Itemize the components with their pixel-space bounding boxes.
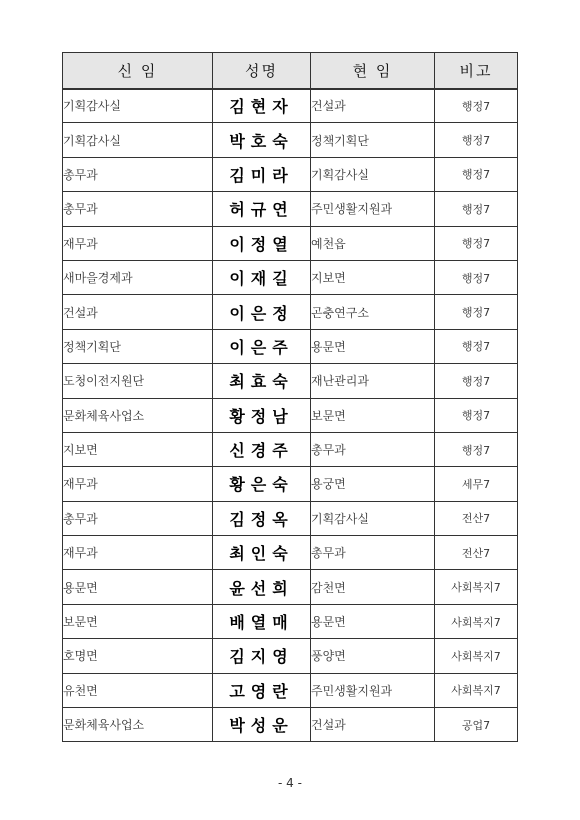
note-cell: 사회복지7	[435, 570, 518, 604]
header-current-post: 현 임	[311, 53, 435, 89]
page-number: - 4 -	[278, 776, 302, 790]
new-post-cell: 보문면	[63, 604, 213, 638]
table-row	[63, 467, 518, 501]
note-cell: 전산7	[435, 536, 518, 570]
current-post-cell: 감천면	[311, 570, 435, 604]
table-row	[63, 708, 518, 742]
table-row	[63, 192, 518, 226]
new-post-cell: 문화체육사업소	[63, 708, 213, 742]
table-row	[63, 398, 518, 432]
table-row	[63, 123, 518, 157]
table-row	[63, 329, 518, 363]
name-cell: 박호숙	[213, 123, 311, 157]
new-post-cell: 기획감사실	[63, 89, 213, 123]
header-note: 비고	[435, 53, 518, 89]
table-row	[63, 295, 518, 329]
current-post-cell: 총무과	[311, 432, 435, 466]
name-cell: 최인숙	[213, 536, 311, 570]
current-post-cell: 총무과	[311, 536, 435, 570]
current-post-cell: 주민생활지원과	[311, 673, 435, 707]
note-cell: 공업7	[435, 708, 518, 742]
name-cell: 배열매	[213, 604, 311, 638]
table-row	[63, 260, 518, 294]
current-post-cell: 건설과	[311, 89, 435, 123]
current-post-cell: 지보면	[311, 260, 435, 294]
current-post-cell: 기획감사실	[311, 157, 435, 191]
note-cell: 행정7	[435, 329, 518, 363]
note-cell: 행정7	[435, 89, 518, 123]
table-row	[63, 639, 518, 673]
note-cell: 사회복지7	[435, 639, 518, 673]
note-cell: 사회복지7	[435, 604, 518, 638]
note-cell: 사회복지7	[435, 673, 518, 707]
name-cell: 윤선희	[213, 570, 311, 604]
current-post-cell: 용궁면	[311, 467, 435, 501]
name-cell: 김미라	[213, 157, 311, 191]
name-cell: 황은숙	[213, 467, 311, 501]
new-post-cell: 정책기획단	[63, 329, 213, 363]
current-post-cell: 재난관리과	[311, 364, 435, 398]
note-cell: 전산7	[435, 501, 518, 535]
name-cell: 김현자	[213, 89, 311, 123]
name-cell: 신경주	[213, 432, 311, 466]
table-row	[63, 89, 518, 123]
new-post-cell: 재무과	[63, 536, 213, 570]
name-cell: 이정열	[213, 226, 311, 260]
name-cell: 박성운	[213, 708, 311, 742]
table-row	[63, 226, 518, 260]
table-row	[63, 673, 518, 707]
header-name: 성명	[213, 53, 311, 89]
current-post-cell: 예천읍	[311, 226, 435, 260]
current-post-cell: 기획감사실	[311, 501, 435, 535]
table-row	[63, 501, 518, 535]
note-cell: 행정7	[435, 295, 518, 329]
new-post-cell: 재무과	[63, 226, 213, 260]
new-post-cell: 지보면	[63, 432, 213, 466]
current-post-cell: 건설과	[311, 708, 435, 742]
personnel-table	[62, 52, 518, 742]
table-row	[63, 570, 518, 604]
new-post-cell: 문화체육사업소	[63, 398, 213, 432]
note-cell: 행정7	[435, 226, 518, 260]
new-post-cell: 총무과	[63, 157, 213, 191]
current-post-cell: 곤충연구소	[311, 295, 435, 329]
new-post-cell: 재무과	[63, 467, 213, 501]
note-cell: 세무7	[435, 467, 518, 501]
new-post-cell: 새마을경제과	[63, 260, 213, 294]
table-row	[63, 432, 518, 466]
note-cell: 행정7	[435, 398, 518, 432]
name-cell: 김지영	[213, 639, 311, 673]
name-cell: 허규연	[213, 192, 311, 226]
new-post-cell: 건설과	[63, 295, 213, 329]
name-cell: 이은정	[213, 295, 311, 329]
note-cell: 행정7	[435, 364, 518, 398]
table-row	[63, 157, 518, 191]
note-cell: 행정7	[435, 260, 518, 294]
name-cell: 고영란	[213, 673, 311, 707]
new-post-cell: 총무과	[63, 192, 213, 226]
current-post-cell: 보문면	[311, 398, 435, 432]
header-new-post: 신 임	[63, 53, 213, 89]
new-post-cell: 기획감사실	[63, 123, 213, 157]
current-post-cell: 풍양면	[311, 639, 435, 673]
new-post-cell: 용문면	[63, 570, 213, 604]
name-cell: 최효숙	[213, 364, 311, 398]
note-cell: 행정7	[435, 192, 518, 226]
new-post-cell: 유천면	[63, 673, 213, 707]
note-cell: 행정7	[435, 123, 518, 157]
current-post-cell: 주민생활지원과	[311, 192, 435, 226]
current-post-cell: 용문면	[311, 604, 435, 638]
new-post-cell: 도청이전지원단	[63, 364, 213, 398]
table-row	[63, 364, 518, 398]
name-cell: 김정옥	[213, 501, 311, 535]
header-row	[63, 53, 518, 89]
name-cell: 황정남	[213, 398, 311, 432]
current-post-cell: 용문면	[311, 329, 435, 363]
new-post-cell: 호명면	[63, 639, 213, 673]
name-cell: 이은주	[213, 329, 311, 363]
note-cell: 행정7	[435, 157, 518, 191]
table-row	[63, 536, 518, 570]
name-cell: 이재길	[213, 260, 311, 294]
table-row	[63, 604, 518, 638]
current-post-cell: 정책기획단	[311, 123, 435, 157]
note-cell: 행정7	[435, 432, 518, 466]
new-post-cell: 총무과	[63, 501, 213, 535]
